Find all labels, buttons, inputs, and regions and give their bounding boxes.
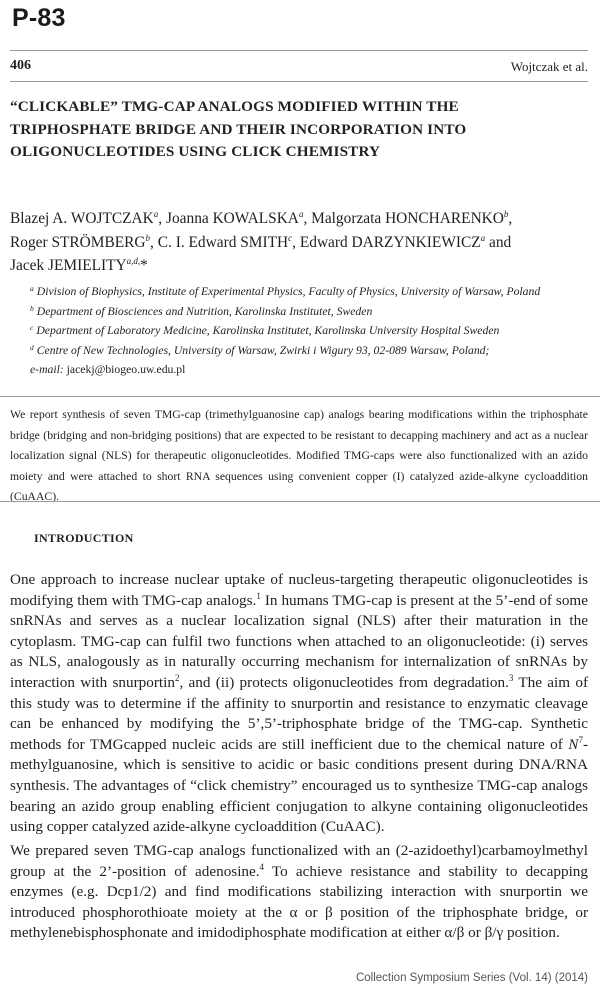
header-divider [10, 81, 588, 82]
page-footer: Collection Symposium Series (Vol. 14) (2014) [355, 972, 588, 984]
abstract-top-divider [0, 396, 600, 397]
abstract-text: We report synthesis of seven TMG-cap (trimethylguanosine cap) analogs bearing modifications within the triphosphate bridge (bridging and non-bridging positions) that are expected to be resistant to decapping machinery and act as a nuclear localization signal (NLS) for therapeutic oligonucleotides. Modified TMG-caps were also functionalized with an azido moiety and were attached to short RNA sequences using convenient copper (I) catalyzed azide-alkyne cycloaddition (CuAAC). [10, 408, 588, 503]
affiliation-list [30, 282, 590, 380]
title-line: TRIPHOSPHATE BRIDGE AND THEIR INCORPORATION INTO [10, 120, 467, 138]
text-run: The aim of this study was to determine if the affinity to snurportin and resistance to enzymatic cleavage can be enhanced by modifying the 5’,5’-triphosphate bridge of the TMG-cap. Synthetic methods for TMGcapped nucleic acids are still inefficient due to the chemical nature of [10, 673, 588, 753]
reference-mark: 3 [508, 672, 514, 683]
top-divider [10, 50, 588, 51]
author-affil-mark: b [503, 209, 509, 219]
text-run: To achieve resistance and stability to decapping enzymes (e.g. Dcp1/2) and find modifications stabilizing interaction with snurportin we introduced phosphorothioate moiety at the α or β position of the triphosphate bridge, or methylenebisphosphonate and imidodiphosphate modification at either α/β or β/γ position. [10, 862, 588, 942]
email-line [30, 360, 590, 380]
author-affil-mark: a,d, [126, 256, 141, 266]
italic-symbol: N [568, 735, 579, 753]
body-paragraph [10, 841, 588, 944]
author-affil-mark: c [288, 232, 293, 243]
email-label: e-mail: [30, 363, 64, 377]
reference-mark: 2 [174, 672, 180, 683]
text-run: We prepared seven TMG-cap analogs functionalized with an (2-azidoethyl)carbamoylmethyl group at the 2’-position of adenosine. [10, 842, 588, 880]
text-run: One approach to increase nuclear uptake of nucleus-targeting therapeutic oligonucleotides is modifying them with TMG-cap analogs. [10, 571, 588, 609]
author-affil-mark: a [153, 209, 159, 219]
poster-code: P-83 [12, 4, 66, 32]
affiliation: $^a$ Division of Biophysics, Institute of Experimental Physics, Faculty of Physics, University of Warsaw, Poland [30, 284, 541, 298]
author-name: Jacek JEMIELITY [10, 257, 127, 274]
author-affil-mark: a [480, 232, 486, 243]
author-list: Blazej A. WOJTCZAK$^a$, Joanna KOWALSKA$^a$, Malgorzata HONCHARENKO$^b$, Roger STRÖMBERG$^b$, C. I. Edward SMITH$^c$, Edward DARZYNKIEWICZ$^a$ and Jacek $JEMIELITY^{a,d,}*$ [10, 209, 513, 274]
page-number: 406 [10, 58, 31, 73]
title-line: “CLICKABLE” TMG-CAP ANALOGS MODIFIED WITHIN THE [10, 98, 459, 115]
reference-mark: 7 [578, 734, 583, 745]
text-run: In humans TMG-cap is present at the 5’-end of some snRNAs and serves as a nuclear localization signal (NLS) after their maturation in the cytoplasm. TMG-cap can fulfil two functions when attached to an oligonucleotide: (i) serves as NLS, analogously as in naturally occurring mechanism for internalization of snRNAs by interaction with snurportin [10, 591, 588, 691]
author-name: Edward DARZYNKIEWICZ [299, 233, 481, 251]
body-paragraph [10, 570, 588, 838]
text-run: , and (ii) protects oligonucleotides from degradation. [179, 673, 509, 691]
affiliation: $^d$ Centre of New Technologies, University of Warsaw, Zwirki i Wigury 93, 02-089 Warsaw, Poland; [30, 342, 490, 357]
affiliation: $^c$ Department of Laboratory Medicine, Karolinska Institutet, Karolinska University Hospital Sweden [30, 323, 500, 338]
author-affil-mark: a [298, 209, 304, 219]
section-heading: INTRODUCTION [34, 531, 134, 545]
author-affil-mark: b [145, 232, 151, 243]
author-name: Roger STRÖMBERG [10, 233, 146, 251]
author-name: Blazej A. WOJTCZAK [10, 210, 154, 227]
affiliation: $^b$ Department of Biosciences and Nutrition, Karolinska Institutet, Sweden [30, 303, 373, 318]
paper-title [10, 96, 570, 164]
email-address[interactable]: jacekj@biogeo.uw.edu.pl [66, 363, 186, 377]
title-line: OLIGONUCLEOTIDES USING CLICK CHEMISTRY [10, 143, 381, 160]
author-name: C. I. Edward SMITH [157, 233, 289, 251]
running-head: Wojtczak et al. [510, 59, 588, 74]
reference-mark: 4 [259, 861, 265, 872]
author-name: Malgorzata HONCHARENKO [311, 210, 504, 227]
abstract-bottom-divider [0, 501, 600, 502]
text-run: -methylguanosine, which is sensitive to acidic or basic conditions present during DNA/RNA synthesis. The advantages of “click chemistry” encouraged us to synthesize TMG-cap analogs bearing an azido group enabling efficient conjugation to alkyne containing oligonucleotides using copper catalyzed azide-alkyne cycloaddition (CuAAC). [10, 735, 588, 836]
reference-mark: 1 [256, 590, 261, 601]
author-name: Joanna KOWALSKA [165, 210, 299, 227]
